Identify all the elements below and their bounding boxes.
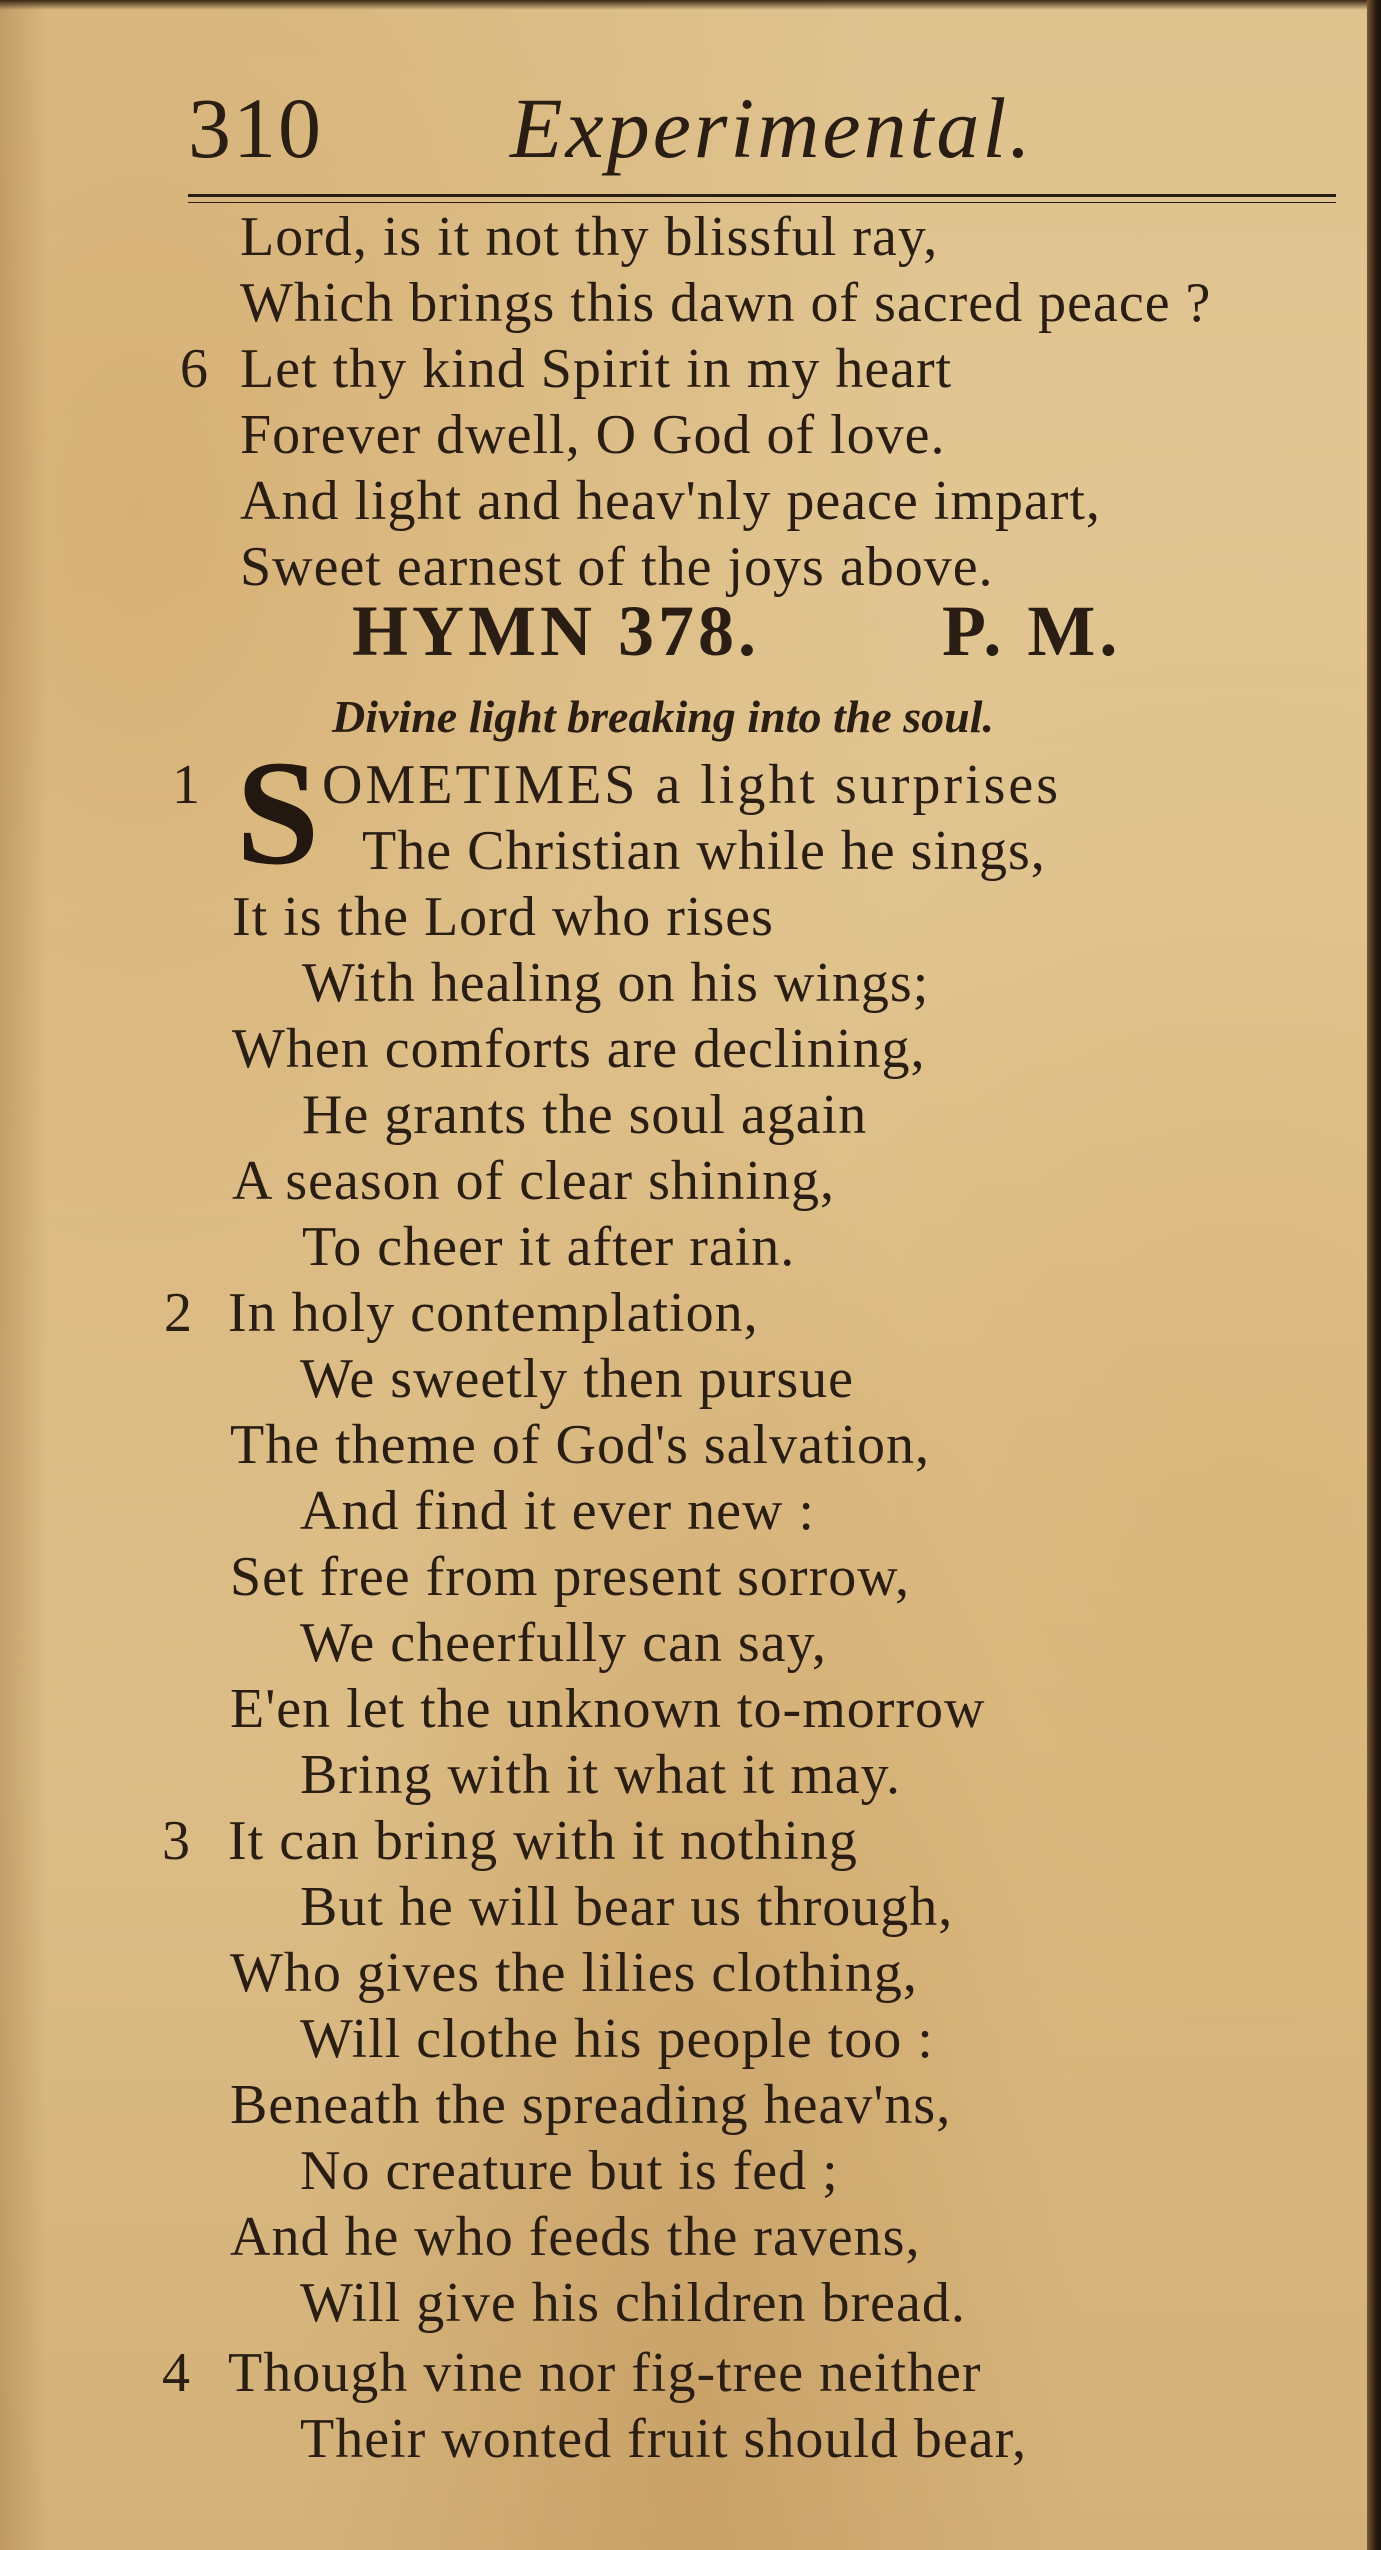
verse-line: Will give his children bread. [300, 2272, 966, 2334]
hymn-meter: P. M. [942, 591, 1122, 671]
verse-line: We cheerfully can say, [300, 1612, 827, 1674]
verse-number: 6 [180, 338, 208, 400]
verse-line: Let thy kind Spirit in my heart [240, 338, 953, 400]
hymn-title [352, 588, 1212, 678]
verse-line: The theme of God's salvation, [230, 1414, 931, 1476]
verse-line: In holy contemplation, [228, 1282, 759, 1344]
running-head: Experimental. [510, 80, 1034, 176]
verse-line: Which brings this dawn of sacred peace ? [240, 272, 1212, 334]
verse-line: A season of clear shining, [232, 1150, 835, 1212]
verse-line: OMETIMES a light surprises [322, 754, 1062, 816]
verse-line: It is the Lord who rises [232, 886, 774, 948]
verse-line: No creature but is fed ; [300, 2140, 839, 2202]
page-binding-edge [1367, 0, 1381, 2550]
verse-line: And he who feeds the ravens, [230, 2206, 921, 2268]
verse-number: 2 [164, 1282, 192, 1344]
verse-number: 3 [162, 1810, 190, 1872]
verse-line: To cheer it after rain. [302, 1216, 796, 1278]
hymn-subtitle: Divine light breaking into the soul. [332, 691, 994, 742]
verse-line: Sweet earnest of the joys above. [240, 536, 994, 598]
verse-line: Who gives the lilies clothing, [230, 1942, 918, 2004]
verse-line: But he will bear us through, [300, 1876, 954, 1938]
verse-line: Though vine nor fig-tree neither [228, 2342, 982, 2404]
verse-line: With healing on his wings; [302, 952, 930, 1014]
drop-cap: S [236, 730, 320, 896]
verse-line: When comforts are declining, [232, 1018, 926, 1080]
verse-line: Lord, is it not thy blissful ray, [240, 206, 939, 268]
hymn-number: HYMN 378. [352, 591, 760, 671]
verse-line: It can bring with it nothing [228, 1810, 858, 1872]
verse-line: And light and heav'nly peace impart, [240, 470, 1101, 532]
verse-line: He grants the soul again [302, 1084, 868, 1146]
verse-line: Beneath the spreading heav'ns, [230, 2074, 952, 2136]
verse-line: Bring with it what it may. [300, 1744, 901, 1806]
verse-line: The Christian while he sings, [362, 820, 1046, 882]
page-number: 310 [188, 80, 323, 176]
page-shadow-left [0, 0, 48, 2550]
verse-line: Set free from present sorrow, [230, 1546, 911, 1608]
verse-number: 4 [162, 2342, 190, 2404]
page-shadow-top [0, 0, 1381, 10]
verse-line: Will clothe his people too : [300, 2008, 934, 2070]
verse-line: And find it ever new : [300, 1480, 815, 1542]
verse-line: We sweetly then pursue [300, 1348, 854, 1410]
verse-number: 1 [172, 754, 200, 816]
verse-line: Their wonted fruit should bear, [300, 2408, 1028, 2470]
verse-line: E'en let the unknown to-morrow [230, 1678, 986, 1740]
page-header [188, 78, 1348, 188]
header-rule [188, 194, 1336, 203]
verse-line: Forever dwell, O God of love. [240, 404, 946, 466]
